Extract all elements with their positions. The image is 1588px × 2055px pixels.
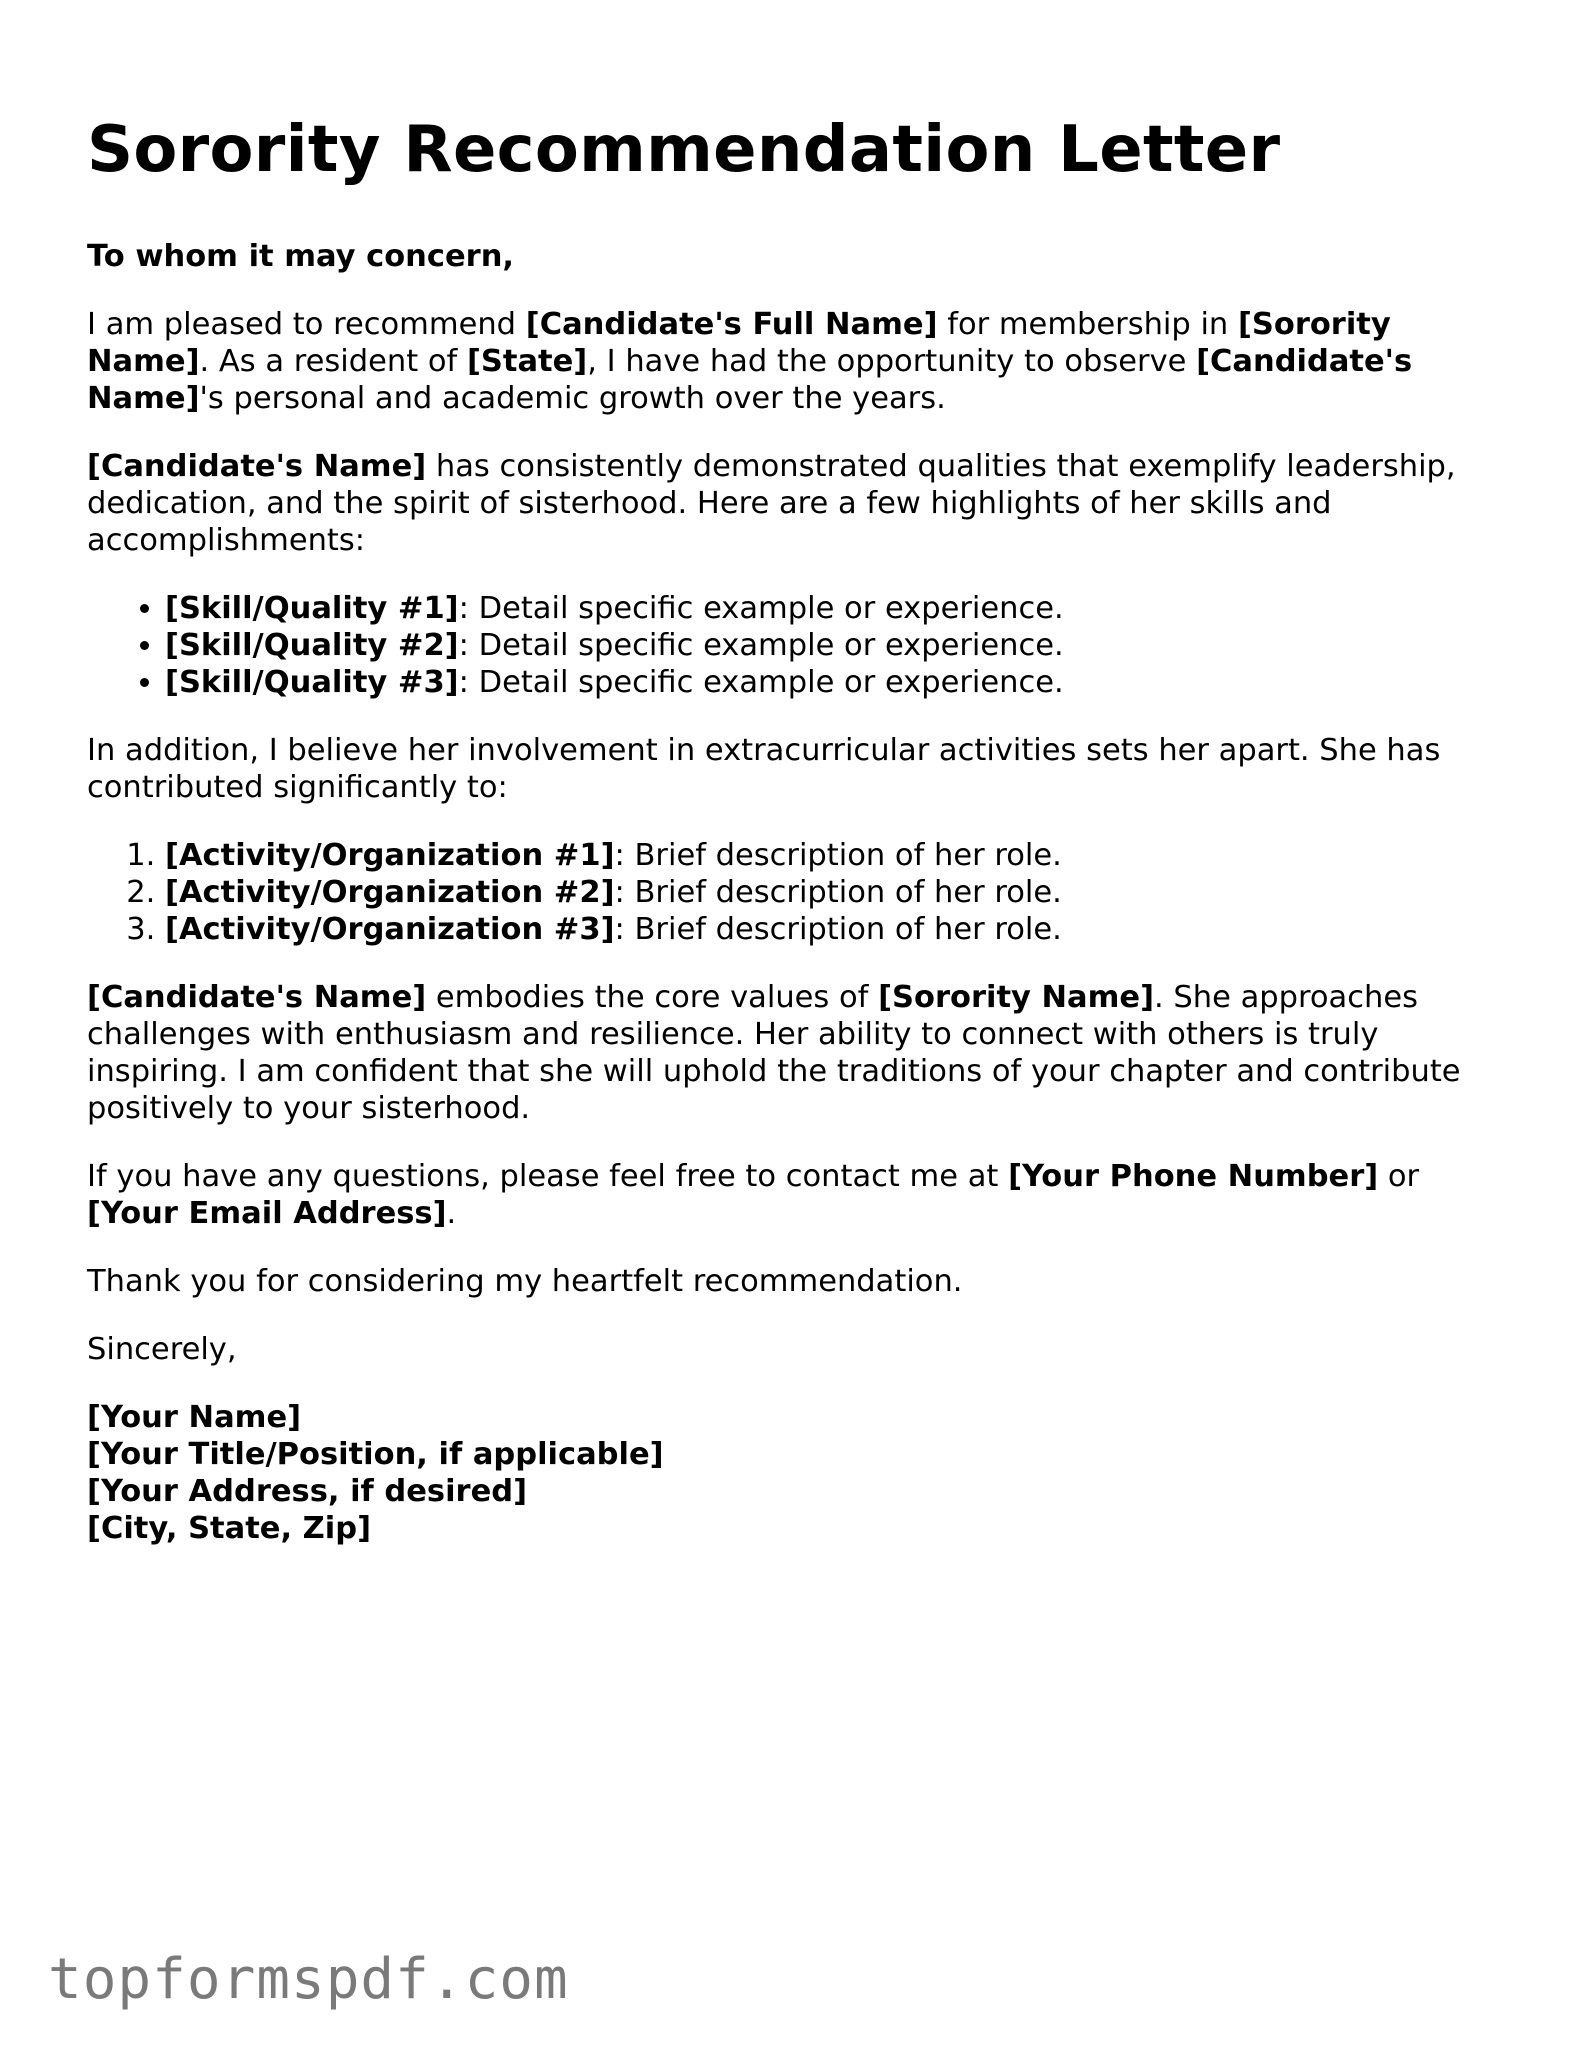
sorority-name-placeholder: [Sorority Name] (87, 307, 1391, 379)
skill-text: : Detail specific example or experience. (458, 665, 1064, 700)
signature-name: [Your Name] (87, 1400, 302, 1435)
list-item (165, 627, 1507, 664)
list-item (165, 590, 1507, 627)
candidate-name-placeholder: [Candidate's Name] (87, 980, 427, 1015)
salutation (87, 238, 1507, 275)
intro-text-4: , I have had the opportunity to observe (587, 344, 1197, 379)
activity-label: [Activity/Organization #2] (165, 875, 615, 910)
activity-text: : Brief description of her role. (614, 838, 1062, 873)
skill-text: : Detail specific example or experience. (458, 591, 1064, 626)
intro-text-5: 's personal and academic growth over the years. (199, 381, 946, 416)
intro-paragraph (87, 306, 1507, 417)
contact-text-2: or (1378, 1159, 1420, 1194)
skill-label: [Skill/Quality #3] (165, 665, 459, 700)
intro-text-3: . As a resident of (199, 344, 467, 379)
list-item (165, 664, 1507, 701)
values-text-2: . She approaches challenges with enthusiasm and resilience. Her ability to connect with others is truly inspiring. I am confident that she will uphold the traditions of your chapter and contribute positively to your sisterhood. (87, 980, 1461, 1126)
list-item (165, 874, 1507, 911)
page-title: Sorority Recommendation Letter (87, 113, 1281, 187)
candidate-name-placeholder: [Candidate's Name] (87, 449, 427, 484)
intro-text-1: I am pleased to recommend (87, 307, 526, 342)
activities-list (87, 837, 1507, 948)
signature-title: [Your Title/Position, if applicable] (87, 1437, 664, 1472)
thanks-paragraph: Thank you for considering my heartfelt recommendation. (87, 1264, 963, 1299)
skill-text: : Detail specific example or experience. (458, 628, 1064, 663)
skill-label: [Skill/Quality #2] (165, 628, 459, 663)
skill-label: [Skill/Quality #1] (165, 591, 459, 626)
signature-address: [Your Address, if desired] (87, 1474, 528, 1509)
signature-city: [City, State, Zip] (87, 1511, 372, 1546)
qualities-paragraph (87, 448, 1507, 559)
signature-block (87, 1399, 1507, 1547)
closing: Sincerely, (87, 1332, 237, 1367)
values-paragraph (87, 979, 1507, 1127)
contact-text-1: If you have any questions, please feel free to contact me at (87, 1159, 1009, 1194)
phone-placeholder: [Your Phone Number] (1008, 1159, 1379, 1194)
activity-label: [Activity/Organization #1] (165, 838, 615, 873)
salutation-text: To whom it may concern, (87, 239, 514, 274)
sorority-name-placeholder: [Sorority Name] (878, 980, 1155, 1015)
activity-label: [Activity/Organization #3] (165, 912, 615, 947)
values-text-1: embodies the core values of (426, 980, 879, 1015)
contact-text-3: . (446, 1196, 457, 1231)
skills-list (87, 590, 1507, 701)
intro-text-2: for membership in (937, 307, 1238, 342)
letter-page (87, 108, 1507, 1547)
candidate-name-placeholder: [Candidate's Name] (87, 344, 1413, 416)
state-placeholder: [State] (466, 344, 588, 379)
email-placeholder: [Your Email Address] (87, 1196, 447, 1231)
qualities-text: has consistently demonstrated qualities that exemplify leadership, dedication, and the spirit of sisterhood. Here are a few highlights of her skills and accomplishments: (87, 449, 1456, 558)
contact-paragraph (87, 1158, 1507, 1232)
activities-intro-paragraph: In addition, I believe her involvement in extracurricular activities sets her apart. She has contributed significantly to: (87, 733, 1441, 805)
list-item (165, 911, 1507, 948)
list-item (165, 837, 1507, 874)
activity-text: : Brief description of her role. (614, 875, 1062, 910)
activity-text: : Brief description of her role. (614, 912, 1062, 947)
watermark: topformspdf.com (48, 1947, 569, 2012)
candidate-full-name-placeholder: [Candidate's Full Name] (525, 307, 938, 342)
